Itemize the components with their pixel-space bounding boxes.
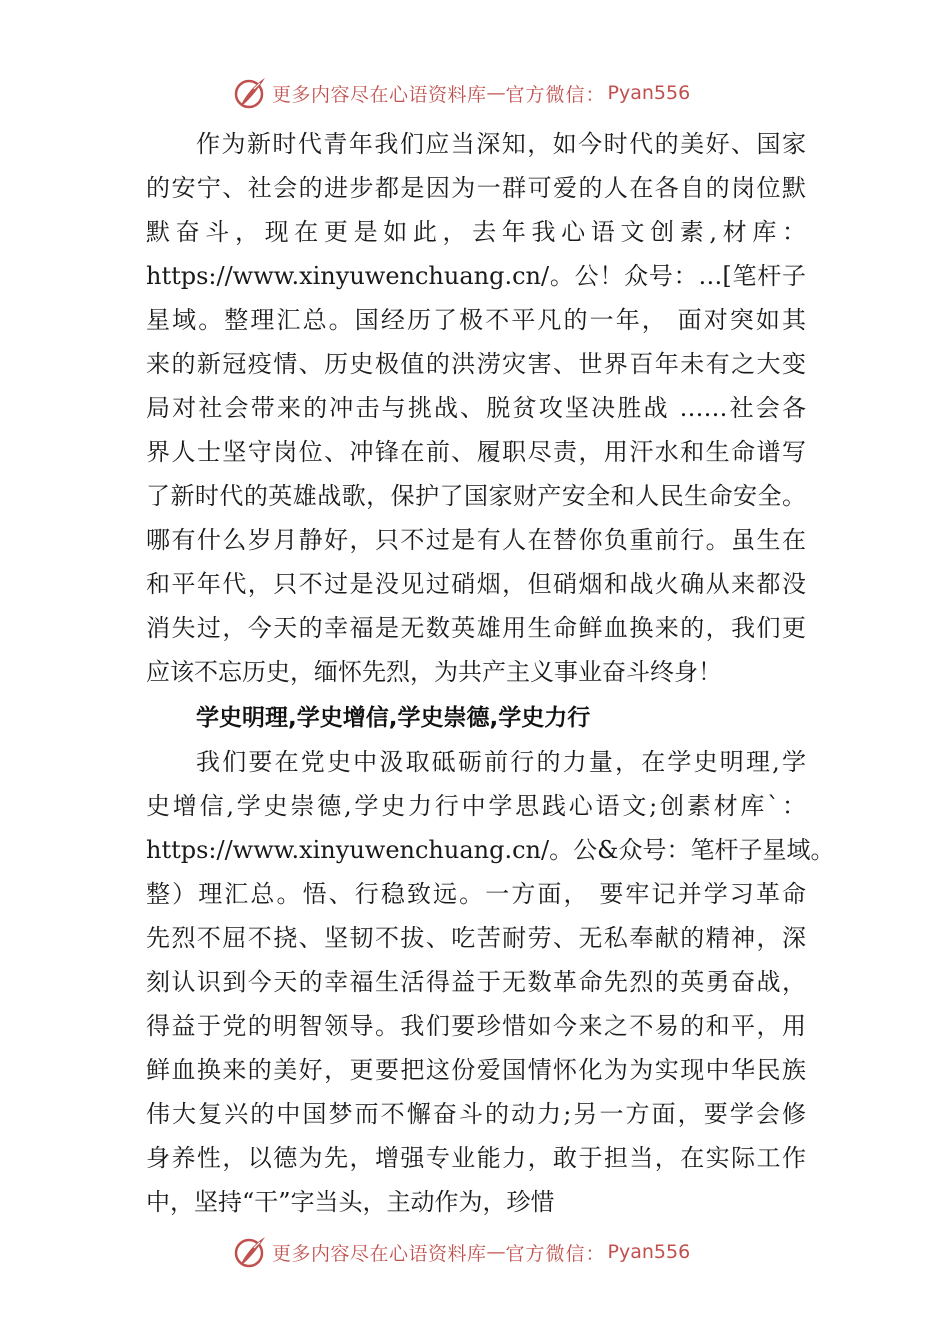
text-line: 来的新冠疫情、历史极值的洪涝灾害、世界百年未有之大变: [146, 350, 806, 378]
text-line: 了新时代的英雄战歌，保护了国家财产安全和人民生命安全。: [146, 482, 806, 510]
text-line: 中，坚持“干”字当头，主动作为，珍惜: [146, 1188, 555, 1216]
footer-banner: [232, 1232, 690, 1272]
banner-wechat-id: Pyan556: [607, 1241, 691, 1263]
text-line: 刻认识到今天的幸福生活得益于无数革命先烈的英勇奋战，: [146, 968, 806, 996]
text-line: 应该不忘历史，缅怀先烈，为共产主义事业奋斗终身！: [146, 658, 722, 686]
text-line: 伟大复兴的中国梦而不懈奋斗的动力;另一方面，要学会修: [146, 1100, 806, 1128]
quill-logo-icon: [232, 75, 268, 111]
text-line: 先烈不屈不挠、坚韧不拔、吃苦耐劳、无私奉献的精神，深: [146, 924, 806, 952]
banner-title: 更多内容尽在心语资料库: [272, 1242, 487, 1265]
text-line: 界人士坚守岗位、冲锋在前、履职尽责，用汗水和生命谱写: [146, 438, 806, 466]
section-heading: 学史明理,学史增信,学史崇德,学史力行: [196, 705, 591, 731]
text-line: https://www.xinyuwenchuang.cn/。公&众号：笔杆子星域。: [146, 836, 835, 864]
header-banner: [232, 73, 690, 113]
banner-separator: —: [486, 82, 506, 104]
text-line: 得益于党的明智领导。我们要珍惜如今来之不易的和平，用: [146, 1012, 806, 1040]
text-line: 我们要在党史中汲取砥砺前行的力量，在学史明理,学: [196, 748, 806, 776]
text-line: 鲜血换来的美好，更要把这份爱国情怀化为为实现中华民族: [146, 1056, 806, 1084]
banner-title: 更多内容尽在心语资料库: [272, 83, 487, 106]
banner-wechat-label: 官方微信：: [505, 1242, 606, 1265]
text-line: 局对社会带来的冲击与挑战、脱贫攻坚决胜战 ……社会各: [146, 394, 806, 422]
text-line: 和平年代，只不过是没见过硝烟，但硝烟和战火确从来都没: [146, 570, 806, 598]
banner-wechat-label: 官方微信：: [505, 83, 606, 106]
text-line: 哪有什么岁月静好，只不过是有人在替你负重前行。虽生在: [146, 526, 806, 554]
banner-separator: —: [486, 1241, 506, 1263]
text-line: 整）理汇总。悟、行稳致远。一方面， 要牢记并学习革命: [146, 880, 806, 908]
quill-logo-icon: [232, 1234, 268, 1270]
text-line: 消失过，今天的幸福是无数英雄用生命鲜血换来的，我们更: [146, 614, 806, 642]
text-line: 身养性，以德为先，增强专业能力，敢于担当，在实际工作: [146, 1144, 806, 1172]
text-line: https://www.xinyuwenchuang.cn/。公！众号：…[笔杆子: [146, 262, 806, 290]
text-line: 的安宁、社会的进步都是因为一群可爱的人在各自的岗位默: [146, 174, 806, 202]
text-line: 史增信,学史崇德,学史力行中学思践心语文;创素材库`：: [146, 792, 806, 820]
banner-wechat-id: Pyan556: [607, 82, 691, 104]
text-line: 作为新时代青年我们应当深知，如今时代的美好、国家: [196, 130, 806, 158]
text-line: 星域。整理汇总。国经历了极不平凡的一年， 面对突如其: [146, 306, 806, 334]
text-line: 默奋斗，现在更是如此，去年我心语文创素,材库：: [146, 218, 806, 246]
